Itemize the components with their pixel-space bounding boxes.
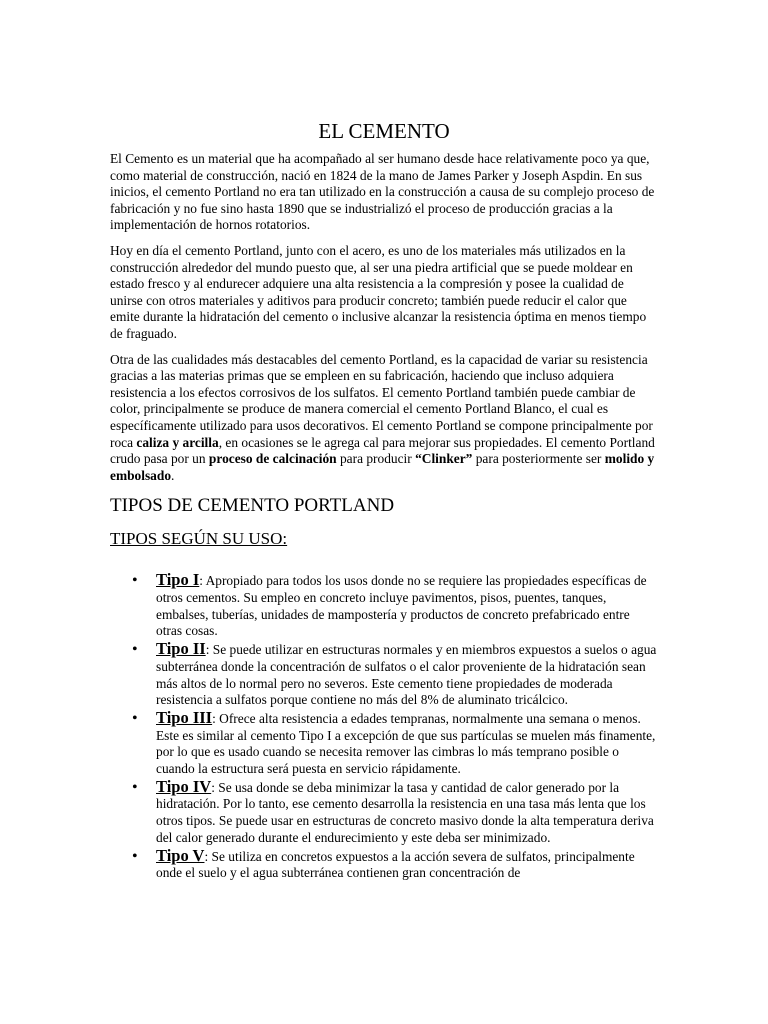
bullet-icon: • — [132, 709, 138, 727]
bullet-icon: • — [132, 572, 138, 590]
list-item — [110, 776, 658, 847]
document-title: EL CEMENTO — [318, 119, 450, 143]
type-description: : Se puede utilizar en estructuras normales y en miembros expuestos a suelos o agua subterránea donde la concentración de sulfatos o el calor proveniente de la hidratación sean más altos de lo normal pero no severos. Este cemento tiene propiedades de moderada resistencia a sulfatos porque contiene no más del 8% de aluminato tricálcico. — [156, 642, 657, 708]
subsection-heading: TIPOS SEGÚN SU USO: — [110, 529, 288, 549]
type-name: Tipo V — [156, 845, 205, 865]
bold-phrase: molido y embolsado — [110, 451, 655, 483]
bold-phrase: “Clinker” — [415, 451, 473, 467]
paragraph-text: para posteriormente ser — [472, 451, 605, 467]
type-name: Tipo I — [156, 570, 200, 590]
list-item — [110, 572, 658, 640]
paragraph-text: . — [171, 467, 175, 483]
section-heading: TIPOS DE CEMENTO PORTLAND — [110, 495, 395, 517]
bullet-icon: • — [132, 847, 138, 865]
type-name: Tipo II — [156, 639, 206, 659]
type-name: Tipo III — [156, 707, 213, 727]
type-name: Tipo IV — [156, 776, 212, 796]
bullet-icon: • — [132, 641, 138, 659]
type-description: : Se usa donde se deba minimizar la tasa y cantidad de calor generado por la hidratación. Por lo tanto, ese cemento desarrolla la resistencia en una tasa más lenta que los otros tipos. Se puede usar en estructuras de concreto masivo donde la alta temperatura deriva del calor generado durante el endurecimiento y este deba ser minimizado. — [156, 779, 654, 845]
cement-types-list — [110, 572, 658, 882]
paragraph-text: para producir — [336, 451, 416, 467]
bold-phrase: proceso de calcinación — [208, 451, 337, 467]
type-description: : Ofrece alta resistencia a edades tempranas, normalmente una semana o menos. Este es similar al cemento Tipo I a excepción de que sus partículas se muelen más finamente, por lo que es usado cuando se necesita remover las cimbras lo más temprano posible o cuando la estructura será puesta en servicio rápidamente. — [156, 710, 656, 777]
list-item — [110, 707, 658, 778]
bullet-icon: • — [132, 778, 138, 796]
type-description: : Apropiado para todos los usos donde no se requiere las propiedades específicas de otros cementos. Su empleo en concreto incluye pavimentos, pisos, puentes, tanques, embalses, tuberías, unidades de mampostería y productos de concreto prefabricado entre otras cosas. — [156, 573, 647, 639]
type-description: : Se utiliza en concretos expuestos a la acción severa de sulfatos, principalmente onde el suelo y el agua subterránea contienen gran concentración de — [156, 848, 635, 881]
paragraph-text: Otra de las cualidades más destacables del cemento Portland, es la capacidad de variar su resistencia gracias a las materias primas que se empleen en su fabricación, haciendo que incluso adquiera resistencia a los efectos corrosivos de los sulfatos. El cemento Portland también puede cambiar de color, principalmente se produce de manera comercial el cemento Portland Blanco, el cual es específicamente utilizado para usos decorativos. El cemento Portland se compone principalmente por roca — [110, 351, 653, 450]
list-item — [110, 845, 658, 882]
paragraph-qualities — [110, 352, 658, 485]
paragraph-usage: Hoy en día el cemento Portland, junto con el acero, es uno de los materiales más utilizados en la construcción alrededor del mundo puesto que, al ser una piedra artificial que se puede moldear en estado fresco y al endurecer adquiere una alta resistencia a la compresión y posee la cualidad de unirse con otros materiales y aditivos para producir concreto; también puede reducir el calor que emite durante la hidratación del cemento o inclusive alcanzar la resistencia óptima en menos tiempo de fraguado. — [110, 242, 647, 341]
list-item — [110, 641, 658, 709]
paragraph-text: , en ocasiones se le agrega cal para mejorar sus propiedades. El cemento Portland crudo pasa por un — [110, 434, 655, 467]
paragraph-history: El Cemento es un material que ha acompañado al ser humano desde hace relativamente poco ya que, como material de construcción, nació en 1824 de la mano de James Parker y Joseph Aspdin. En sus inicios, el cemento Portland no era tan utilizado en la construcción a causa de su complejo proceso de fabricación y no fue sino hasta 1890 que se industrializó el proceso de producción gracias a la implementación de hornos rotatorios. — [110, 151, 655, 233]
document-body — [110, 118, 658, 883]
bold-phrase: caliza y arcilla — [136, 434, 219, 450]
